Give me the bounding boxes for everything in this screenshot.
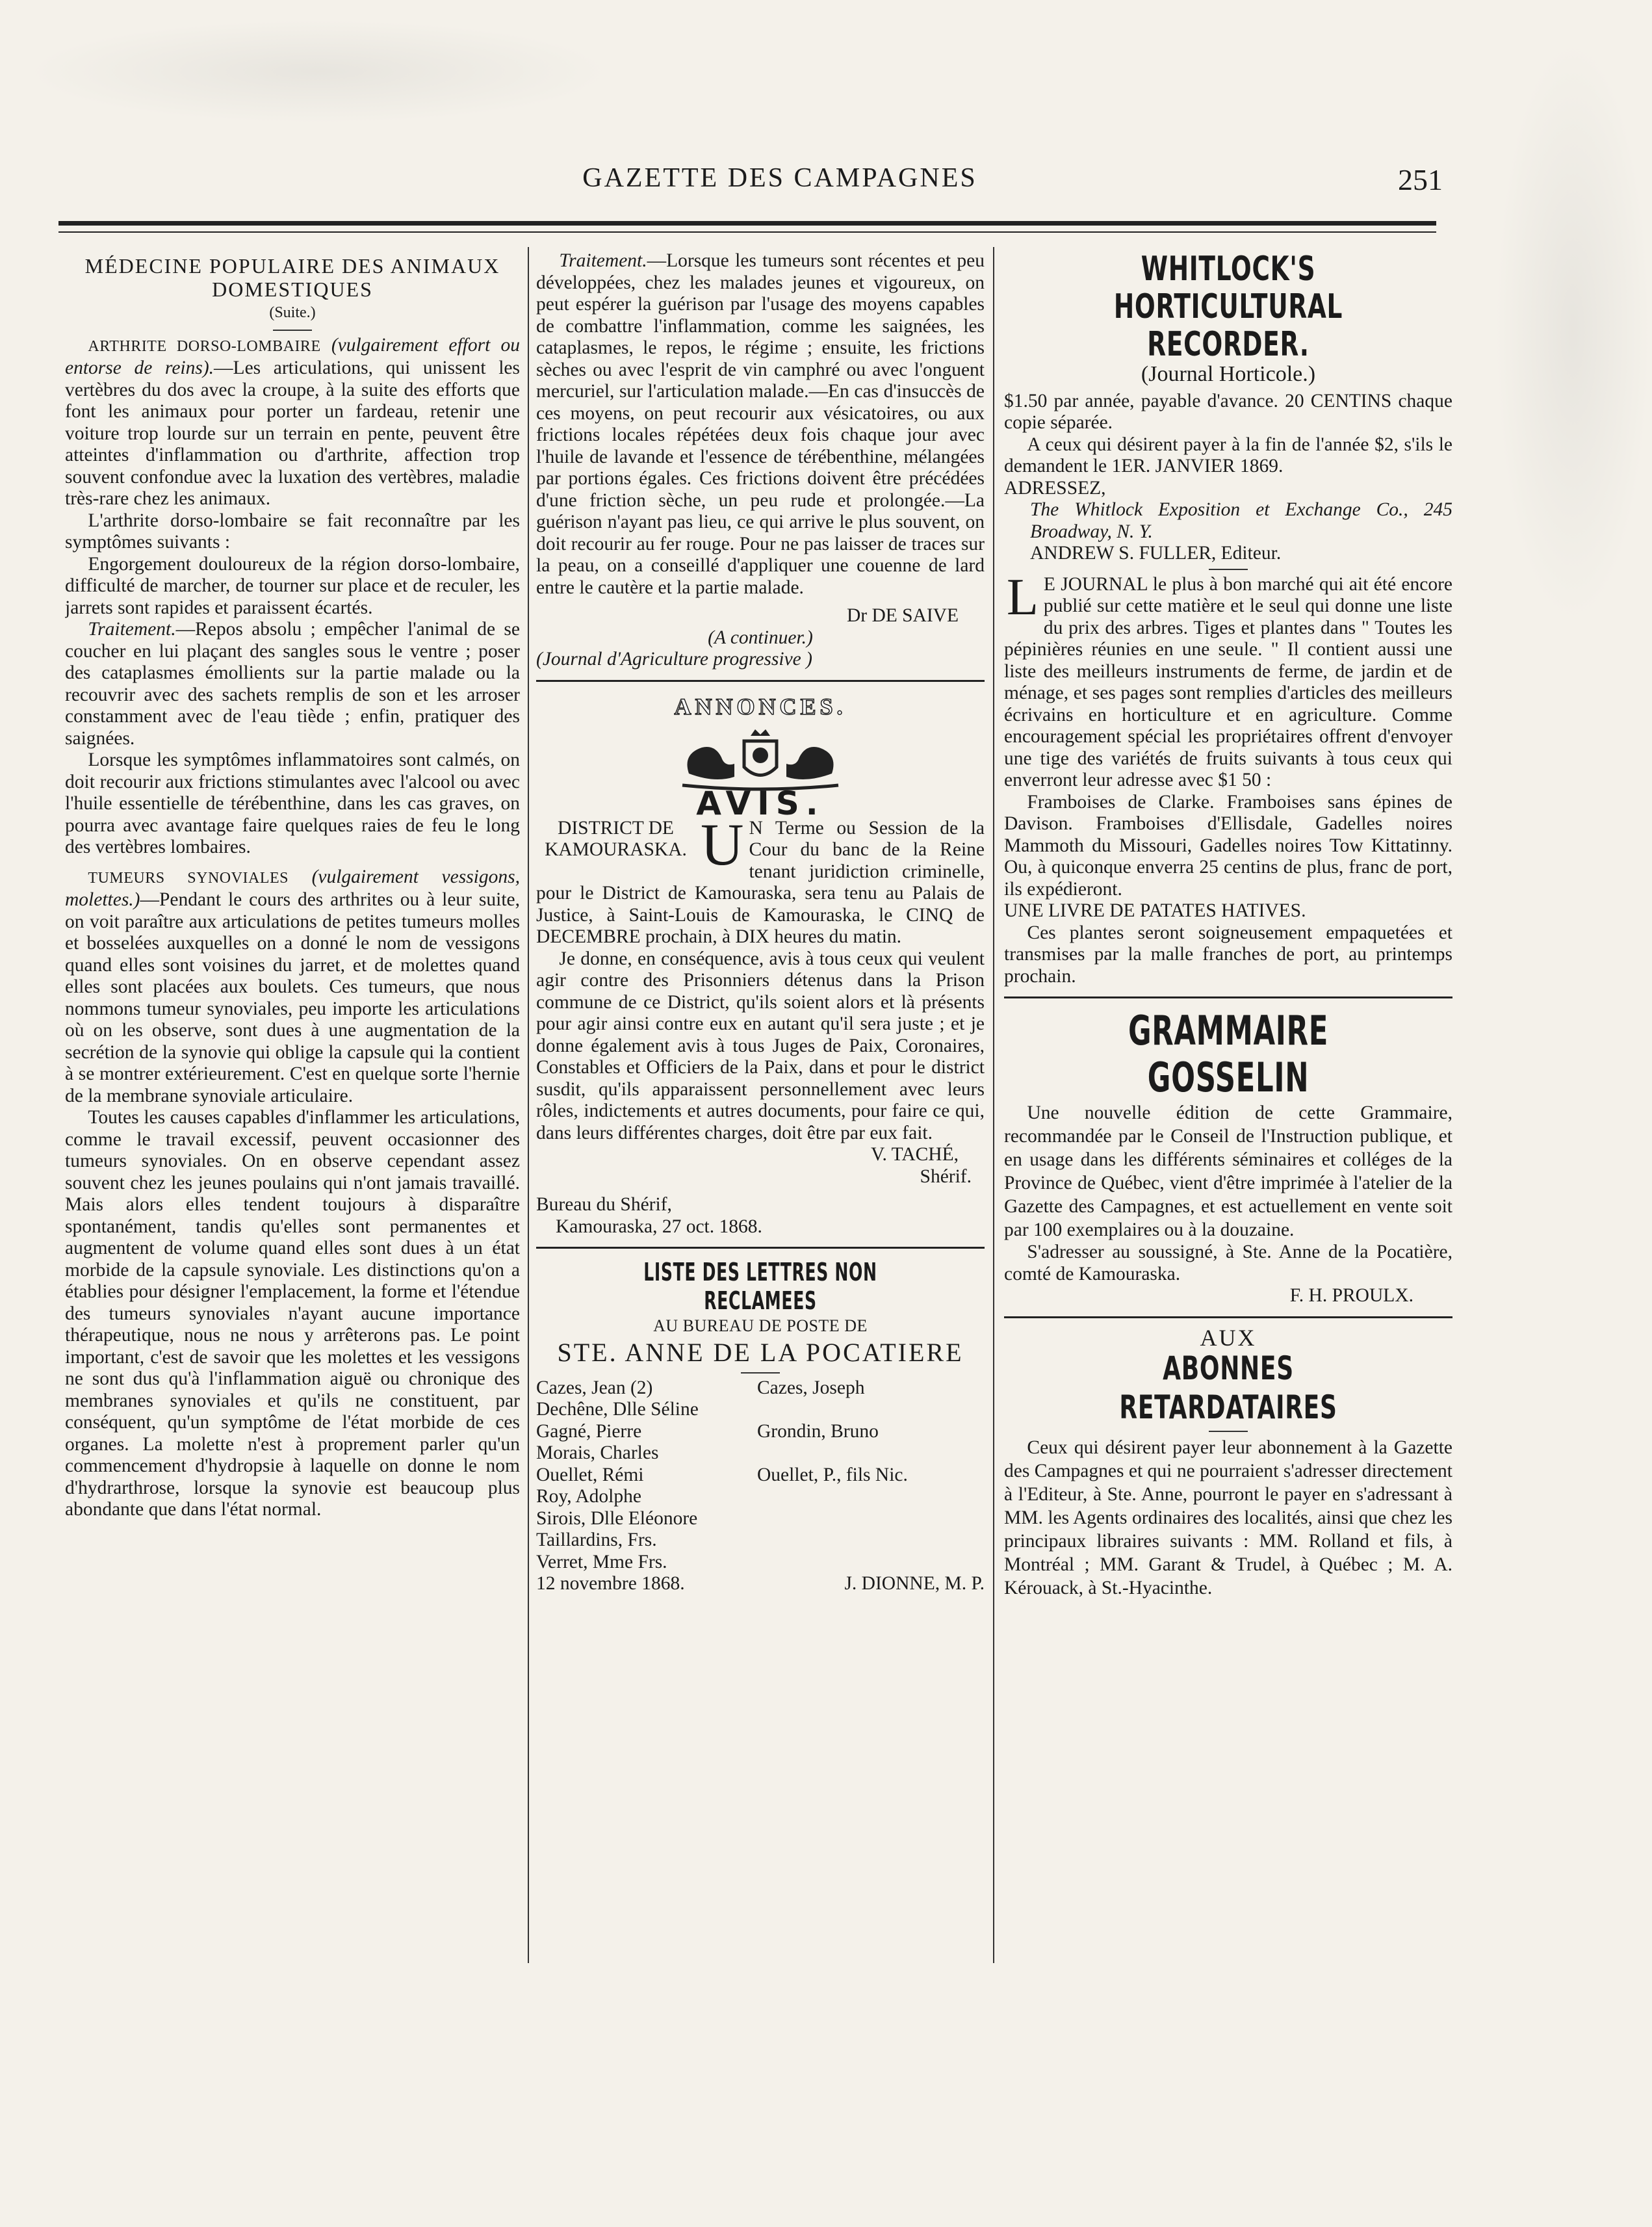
page-header — [104, 163, 1456, 202]
article-suite: (Suite.) — [269, 304, 316, 321]
column-3 — [1004, 250, 1452, 1960]
paragraph: A ceux qui désirent payer à la fin de l'année $2, s'ils le demandent le 1ER. JANVIER 1869. — [1004, 434, 1452, 476]
avis-heading: AVIS. — [696, 785, 825, 822]
list-cell — [757, 1530, 985, 1552]
paragraph-text: —Pendant le cours des arthrites ou à leur suite, on voit paraître aux articulations de petites tumeurs molles et bosselées auxquelles on a donné le nom de vessigons quand elles sont voisines du jarret, et de molettes quand elles sont placées aux boulets. Ces tumeurs, que nous nommons tumeur synoviales, peu importe les articulations où on les observe, sont dues à une augmentation de la secrétion de la synovie qui oblige la capsule qui la contient à se montrer extérieurement. C'est en quelque sorte l'hernie de la membrane synoviale articulaire. — [65, 889, 520, 1106]
aux-label: AUX — [1200, 1324, 1257, 1351]
paragraph — [65, 866, 520, 1108]
section-divider — [536, 1247, 985, 1249]
paragraph: S'adresser au soussigné, à Ste. Anne de la Pocatière, comté de Kamouraska. — [1004, 1242, 1452, 1284]
list-cell: Sirois, Dlle Eléonore — [536, 1507, 698, 1529]
list-item — [536, 1377, 985, 1400]
italic-text: (vulgairement effort ou entorse de reins). — [65, 334, 520, 378]
list-item — [536, 1552, 985, 1574]
liste-footer — [536, 1573, 985, 1595]
list-cell — [757, 1552, 985, 1574]
paragraph: E JOURNAL le plus à bon marché qui ait été encore publié sur cette matière et le seul qui donne une liste du prix des arbres. Tiges et plantes dans " Toutes les pépinières réunies en une seule. " Il contient aussi une liste des meilleurs instruments de ferme, de jardin et de ménage, et ses pages sont remplies d'articles des meilleurs écrivains en horticulture et en agriculture. Comme encouragement spécial les propriétaires offrent d'envoyer une tige des variétés de fruits suivants à tous ceux qui enverront leur adresse avec $1 50 : — [1004, 573, 1452, 790]
section-label: TUMEURS SYNOVIALES — [88, 869, 289, 887]
column-1 — [65, 250, 520, 1960]
continuation-note: (A continuer.) — [708, 627, 813, 648]
column-divider — [993, 247, 994, 1963]
list-cell — [757, 1508, 985, 1530]
drop-cap: U — [701, 817, 744, 878]
list-cell: Ouellet, P., fils Nic. — [757, 1464, 908, 1485]
paragraph: Toutes les causes capables d'inflammer les articulations, comme le travail excessif, peuvent occasionner des tumeurs synoviales. On en observe cependant assez souvent chez les jeunes poulains qui n'ont jamais travaillé. Mais alors elles tendent toujours à disparaître spontanément, tandis qu'elles sont permanentes et augmentent de volume quand elles sont dues à un état morbide de la capsule synoviale. Les distinctions qu'on a établies pour désigner l'emplacement, la forme et l'étendue des tumeurs synoviales n'ayant aucune importance thérapeutique, nous ne nous y arrêterons pas. Le point important, c'est de savoir que les molettes et les vessigons ne sont dus qu'à l'inflammation aiguë ou chronique des membranes synoviales et qu'ils ne constituent, par conséquent, qu'un symptôme de l'état morbide de ces organes. La molette n'est à proprement parler qu'un commencement d'hydropsie à laquelle on donne le nom d'hydrarthrose, lorsque la synovie est beaucoup plus abondante que dans l'état normal. — [65, 1107, 520, 1520]
liste-rows — [536, 1377, 985, 1574]
price-line: $1.50 par année, payable d'avance. 20 CENTINS chaque copie séparée. — [1004, 390, 1452, 433]
district-label: DISTRICT DE KAMOURASKA. — [545, 817, 687, 860]
running-title: GAZETTE DES CAMPAGNES — [582, 163, 977, 193]
list-item — [536, 1508, 985, 1530]
paragraph: L'arthrite dorso-lombaire se fait reconnaître par les symptômes suivants : — [65, 510, 520, 553]
list-cell: Ouellet, Rémi — [536, 1464, 644, 1485]
grammaire-title: GRAMMAIRE GOSSELIN — [1128, 1007, 1329, 1101]
paper-stain — [26, 20, 611, 124]
liste-subtitle: AU BUREAU DE POSTE DE — [653, 1316, 868, 1335]
list-item — [536, 1530, 985, 1552]
paragraph: Lorsque les symptômes inflammatoires sont calmés, on doit recourir aux frictions stimulantes avec l'alcool ou avec l'huile essentielle de térébenthine, dans les cas graves, on pourra avec avantage faire quelques raies de feu le long des vertèbres lombaires. — [65, 749, 520, 857]
whitlock-title: WHITLOCK'S HORTICULTURAL RECORDER. — [1113, 250, 1343, 364]
paragraph — [536, 250, 985, 599]
header-rule-thin — [58, 231, 1436, 233]
list-item — [536, 1421, 985, 1443]
section-divider — [1004, 996, 1452, 998]
paragraph: Je donne, en conséquence, avis à tous ceux qui veulent agir contre des Prisonniers détenus dans la Prison commune de ce District, qu'ils soient alors et là présents pour agir ainsi contre eux en autant qu'il sera juste ; et je donne également avis à tous Juges de Paix, Coronaires, Constables et Officiers de la Paix, dans et pour le district susdit, qu'ils apparaissent personnellement avec leurs rôles, indictements et autres documents, pour faire ce qui, dans leurs différentes charges, doit être par eux fait. — [536, 948, 985, 1143]
source-note: (Journal d'Agriculture progressive ) — [536, 649, 812, 670]
section-divider — [536, 680, 985, 682]
paper-stain — [1495, 39, 1651, 624]
adressez-label: ADRESSEZ, — [1004, 477, 1106, 499]
abonnes-title: ABONNES RETARDATAIRES — [1119, 1349, 1337, 1426]
drop-cap: L — [1007, 573, 1039, 626]
article-title: MÉDECINE POPULAIRE DES ANIMAUX DOMESTIQUES — [84, 254, 500, 301]
list-item — [536, 1465, 985, 1487]
paragraph-text: —Repos absolu ; empêcher l'animal de se coucher en lui plaçant des sangles sous le ventre ; poser des cataplasmes émollients sur la partie malade ou la recouvrir avec des sachets remplis de son et les arroser constamment avec de l'eau tiède ; enfin, pratiquer des saignées. — [65, 619, 520, 749]
sheriff-name: V. TACHÉ, — [870, 1144, 959, 1165]
paragraph — [65, 335, 520, 510]
italic-label: Traitement. — [559, 250, 647, 271]
liste-place: STE. ANNE DE LA POCATIERE — [557, 1337, 964, 1367]
paragraph: Engorgement douloureux de la région dorso-lombaire, difficulté de marcher, de tourner sur place et de reculer, les jarrets sont rapides et paraissent écartés. — [65, 553, 520, 618]
paragraph: Une nouvelle édition de cette Grammaire, recommandée par le Conseil de l'Instruction publique, et en usage dans les différents séminaires et colléges de la Province de Québec, vient d'être imprimée à l'atelier de la Gazette des Campagnes, et est actuellement en vente soit par 100 exemplaires ou à la douzaine. — [1004, 1102, 1452, 1240]
list-cell: Roy, Adolphe — [536, 1486, 641, 1507]
annonces-heading: ANNONCES. — [674, 693, 847, 720]
section-label: ARTHRITE DORSO-LOMBAIRE — [88, 337, 321, 355]
patates-line: UNE LIVRE DE PATATES HATIVES. — [1004, 900, 1306, 921]
column-2 — [536, 250, 985, 1960]
article-signature: Dr DE SAIVE — [846, 605, 959, 626]
list-cell: Verret, Mme Frs. — [536, 1551, 667, 1572]
list-cell: Gagné, Pierre — [536, 1420, 642, 1442]
column-divider — [528, 247, 529, 1963]
italic-text: (vulgairement vessigons, molettes.) — [65, 866, 520, 910]
liste-date: 12 novembre 1868. — [536, 1573, 685, 1594]
bureau-place: Kamouraska, 27 oct. 1868. — [556, 1216, 762, 1237]
italic-label: Traitement. — [88, 619, 176, 640]
list-cell — [757, 1442, 985, 1465]
header-rule — [58, 221, 1436, 226]
paragraph: N Terme ou Session de la Cour du banc de la Reine tenant juridiction criminelle, pour le District de Kamouraska, sera tenu au Palais de Justice, à Saint-Louis de Kamouraska, le CINQ de DECEMBRE prochain, à DIX heures du matin. — [536, 817, 985, 947]
paragraph-text: —Lorsque les tumeurs sont récentes et peu développées, chez les malades jeunes et vigoureux, on peut espérer la guérison par l'usage des moyens capables de combattre l'inflammation, comme les saignées, les cataplasmes, le repos, le régime ; ensuite, les frictions sèches ou avec l'esprit de vin camphré ou avec l'onguent mercuriel, sur l'articulation malade.—En cas d'insuccès de ces moyens, on peut recourir aux vésicatoires, ou aux frictions locales répétées deux fois chaque jour avec l'huile de lavande et l'essence de térébenthine, mélangées par portions égales. Ces frictions doivent être précédées d'une friction sèche, un peu rude et prolongée.—La guérison n'ayant pas lieu, ce qui arrive le plus souvent, on doit recourir au fer rouge. Pour ne pas laisser de traces sur la peau, on a conseillé d'appliquer une couenne de lard entre le cautère et la partie malade. — [536, 250, 985, 598]
list-cell: Cazes, Joseph — [757, 1377, 865, 1398]
editor: ANDREW S. FULLER, Editeur. — [1030, 543, 1282, 564]
liste-title: LISTE DES LETTRES NON RECLAMEES — [643, 1258, 877, 1315]
paragraph: Framboises de Clarke. Framboises sans épines de Davison. Framboises d'Ellisdale, Gadelles noires Mammoth du Missouri, Gadelles noires Tow Kittatinny. Ou, à quiconque enverra 25 centins de plus, franc de port, ils expédieront. — [1004, 791, 1452, 900]
list-cell: Dechêne, Dlle Séline — [536, 1399, 699, 1420]
royal-arms-emblem — [663, 728, 858, 793]
bureau-label: Bureau du Shérif, — [536, 1194, 672, 1215]
grammaire-signature: F. H. PROULX. — [1289, 1285, 1413, 1306]
list-item — [536, 1399, 985, 1421]
list-cell — [757, 1486, 985, 1508]
divider — [1209, 569, 1248, 570]
list-item — [536, 1442, 985, 1465]
page-number: 251 — [1398, 163, 1443, 196]
avis-notice — [536, 818, 985, 948]
paragraph: Ces plantes seront soigneusement empaquetées et transmises par la malle franches de port, au printemps prochain. — [1004, 922, 1452, 987]
divider — [1209, 1431, 1248, 1432]
list-cell: Morais, Charles — [536, 1442, 659, 1463]
section-divider — [1004, 1316, 1452, 1318]
paragraph-text: —Les articulations, qui unissent les vertèbres du dos avec la croupe, à la suite des efforts que font les animaux pour porter un fardeau, retenir une voiture trop lourde sur un terrain en pente, peuvent être atteintes d'inflammation ou d'arthrite, affection trop souvent confondue avec la luxation des vertèbres, maladie très-rare chez les animaux. — [65, 358, 520, 509]
list-cell — [757, 1399, 985, 1421]
list-cell: Grondin, Bruno — [757, 1420, 879, 1442]
postmaster-signature: J. DIONNE, M. P. — [844, 1573, 985, 1594]
divider — [273, 330, 312, 331]
divider — [741, 1372, 780, 1374]
paragraph — [65, 619, 520, 749]
list-cell: Taillardins, Frs. — [536, 1530, 657, 1550]
journal-ad — [1004, 574, 1452, 792]
whitlock-subtitle: (Journal Horticole.) — [1141, 362, 1316, 386]
list-cell: Cazes, Jean (2) — [536, 1377, 653, 1398]
paragraph: Ceux qui désirent payer leur abonnement à la Gazette des Campagnes et qui ne pourraient s'adresser directement à l'Editeur, à Ste. Anne, pourront le payer en s'adressant à MM. les Agents ordinaires des localités, ainsi que chez les principaux libraires suivants : MM. Rolland et fils, à Montréal ; MM. Garant & Trudel, à Québec ; M. A. Kérouack, à St.-Hyacinthe. — [1004, 1437, 1452, 1598]
sheriff-title: Shérif. — [920, 1166, 972, 1187]
list-item — [536, 1486, 985, 1508]
address: The Whitlock Exposition et Exchange Co., 245 Broadway, N. Y. — [1030, 499, 1452, 542]
